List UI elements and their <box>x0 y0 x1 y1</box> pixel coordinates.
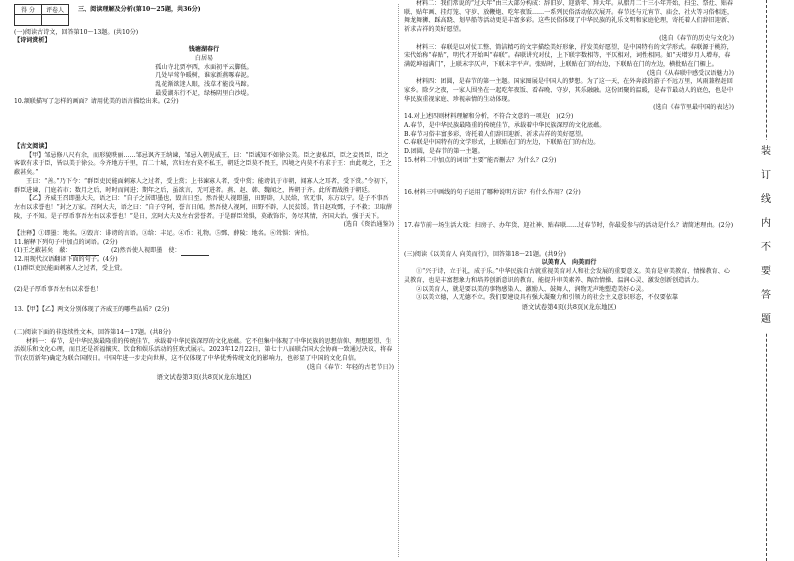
poem-line: 孤山寺北贾亭西，水面初平云脚低。 <box>155 63 253 71</box>
answer-space-10[interactable] <box>14 107 394 143</box>
answer-space-12a[interactable] <box>14 274 394 286</box>
page-footer-right: 语文试卷第4页(共8页)(龙东地区) <box>521 302 617 311</box>
material-3: 材料三：春联是以对仗工整、简洁精巧的文字描绘美好形象，抒发美好愿望，是中国特有的文学形式。春联源于桃符，宋代始称“春贴”，明代才开始叫“春联”。春联讲究对仗，上下联字数相等，平仄相对，词性相同。如“天增岁月人增寿，春满乾坤福满门”，上联末字仄声，下联末字平声。张贴时，上联贴在门的右边，下联贴在门的左边，横批贴在门楣上。 <box>404 43 733 68</box>
material-2-source: (选自《春节的历史与文化》) <box>659 34 734 42</box>
question-12: 12.用现代汉语翻译下面的句子。(4分) <box>14 256 118 264</box>
question-12-b: (2)是子厚币事吾左右以求誉也！ <box>14 285 102 293</box>
answer-space-13[interactable] <box>14 315 394 329</box>
answer-space-16[interactable] <box>404 198 734 222</box>
passage-jia: 【甲】邹忌修八尺有余，而形貌昳丽……邹忌讽齐王纳谏，邹忌入朝见威王，曰：“臣诚知不如徐公美。臣之妻私臣，臣之妾畏臣，臣之客欲有求于臣，皆以美于徐公。今齐地方千里，百二十城，宫妇左右莫不私王，朝廷之臣莫不畏王，四境之内莫不有求于王：由此观之，王之蔽甚矣。” <box>14 151 392 177</box>
question-10: 10.颔联描写了怎样的画面？请用优美的语言描绘出来。(2分) <box>14 98 179 106</box>
poetry-heading: 【诗词赏析】 <box>14 37 51 45</box>
essay-title: 以美育人 向美而行 <box>541 259 597 267</box>
poem-line: 最爱湖东行不足，绿杨阴里白沙堤。 <box>155 89 253 97</box>
part2-title: (二)阅读下面的非连续性文本，回答第14～17题。(共8分) <box>14 328 171 336</box>
binding-char: 订 <box>761 170 771 181</box>
answer-space-15[interactable] <box>404 165 734 189</box>
left-column <box>14 0 394 381</box>
passage-jia-2: 王曰：“善。”乃下令：“群臣吏民能面刺寡人之过者，受上赏；上书谏寡人者，受中赏；能谤讥于市朝，闻寡人之耳者，受下赏。”令初下，群臣进谏，门庭若市；数月之后，时时而间进；期年之后，虽欲言，无可进者。燕、赵、韩、魏闻之，皆朝于齐。此所谓战胜于朝廷。 <box>14 177 392 194</box>
page-footer-left: 语文试卷第3页(共8页)(龙东地区) <box>156 372 252 381</box>
question-11: 11.解释下列句子中加点的词语。(2分) <box>14 238 118 246</box>
question-14-option-b: B.春节习俗丰富多彩，寄托着人们辞旧迎新、祈求吉祥的美好愿望。 <box>404 130 588 138</box>
question-17: 17.春节前一场生活大戏：扫房子、办年货、迎社神、贴春联……过春节时，你最爱参与的活动是什么？请简述理由。(2分) <box>404 222 734 230</box>
column-divider <box>398 4 399 557</box>
question-11-b: (2)然吾使人视即墨 使： <box>111 247 181 255</box>
section-title: 三、阅读理解及分析(第10～25题，共36分) <box>78 6 201 13</box>
grader-header: 评卷人 <box>42 5 69 15</box>
right-column <box>404 0 734 312</box>
classical-heading: 【古文阅读】 <box>14 143 51 151</box>
material-2: 材料二：我们常说的“过大年”由三大部分构成：辞旧岁、迎新年、拜大年。从腊月二十三小年开始，扫尘、祭灶、贴春联、贴年画、挂灯笼、守岁、放鞭炮、吃年夜饭……一系列民俗活动依次展开。春节还与元宵节、庙会、社火等习俗相连，舞龙舞狮、踩高跷、划旱船等活动更是丰富多彩。这些民俗体现了中华民族的礼乐文明和家庭伦理，寄托着人们辞旧迎新、祈求吉祥的美好愿望。 <box>404 0 734 34</box>
poem-line: 乱花渐欲迷人眼，浅草才能没马蹄。 <box>155 80 253 88</box>
passage-yi: 【乙】齐威王召即墨大夫，语之曰：“自子之居即墨也，毁言日至。然吾使人视即墨，田野辟，人民给，官无事，东方以宁。是子不事吾左右以求誉也！”封之万家。召阿大夫，语之曰：“自子守阿，誉言日闻。然吾使人视阿，田野不辟，人民贫馁。昔日赵攻鄄，子不救；卫取薛陵，子不知。是子厚币事吾左右以求誉也！”是日，烹阿大夫及左右尝誉者。于是群臣耸惧，莫敢饰诈，务尽其情，齐国大治，强于天下。 <box>14 195 392 220</box>
question-14-option-a: A.春节，是中华民族最隆重的传统佳节，承载着中华民族深厚的文化底蕴。 <box>404 121 606 129</box>
binding-char: 内 <box>761 218 771 229</box>
question-11-a: (1)王之蔽甚矣 蔽： <box>14 247 72 255</box>
binding-char: 不 <box>761 242 771 253</box>
question-14: 14.对上述四则材料理解和分析，不符合文意的一项是( )(2分) <box>404 113 574 121</box>
annotation-note: 【注释】①即墨：地名。②毁言：诽谤的言语。③给：丰足。④币：礼物。⑤鄄、薛陵：地名。⑥耸惧：害怕。 <box>14 230 313 238</box>
question-13: 13.【甲】【乙】两文分别体现了齐威王的哪些品质？(2分) <box>14 306 170 314</box>
poem-author: 白居易 <box>194 54 214 62</box>
question-11-items <box>14 247 394 256</box>
material-4-source: (选自《春节里最中国的表达》) <box>653 104 734 112</box>
material-4: 材料四：团圆，是春节的第一主题。国家图展是中国人的梦想。为了这一天，在外奔波的游子不远万里，风雨兼程赶回家乡。除夕之夜，一家人围坐在一起吃年夜饭、看春晚、守岁，其乐融融。这份团聚的温暖，是春节最动人的底色，也是中华民族重视家庭、珍视亲情的生动体现。 <box>404 78 734 103</box>
answer-space-12b[interactable] <box>14 294 394 306</box>
poem-line: 几处早莺争暖树，谁家新燕啄春泥。 <box>155 72 253 80</box>
passage-source: (选自《资治通鉴》) <box>343 221 394 229</box>
material-3-source: (选自《从春联中感受汉语魅力》) <box>646 69 734 77</box>
material-1-source: (选自《春节：年轻的古老节日》) <box>306 363 394 371</box>
binding-char: 答 <box>761 290 771 301</box>
question-15: 15.材料二中加点的词语“主要”能否删去？为什么？(2分) <box>404 156 557 164</box>
score-header: 得 分 <box>15 5 42 15</box>
binding-char: 要 <box>761 266 771 277</box>
part3-title: (三)阅读《以美育人 向美而行》，回答第18～21题。(共9分) <box>404 250 566 258</box>
essay-paragraph-3: ③以美立德，人无德不立。我们要建设具有强大凝聚力和引领力的社会主义意识形态，不仅要依靠 <box>416 294 679 302</box>
binding-margin <box>748 0 784 561</box>
essay-paragraph-1: ①“兴于诗，立于礼，成于乐。”中华民族自古就重视美育对人和社会发展的重要意义。美育是审美教育、情操教育、心灵教育，也是丰富想象力和培养创新意识的教育，能提升审美素养、陶冶情操、温润心灵、激发创新创造活力。 <box>404 268 730 284</box>
answer-space-17[interactable] <box>404 231 734 251</box>
material-1: 材料一：春节，是中华民族最隆重的传统佳节，承载着中华民族深厚的文化底蕴。它不但集中体现了中华民族的思想信仰、理想愿望、生活娱乐和文化心理，而且还是祈福攘灾、饮食和娱乐活动的狂欢式展示。2023年12月22日，第七十八届联合国大会协商一致通过决议，将春节(农历新年)确定为联合国假日。中国年进一步走向世界，这不仅体现了中华优秀传统文化的影响力，也彰显了中国的文化自信。 <box>14 337 393 363</box>
binding-warning <box>756 140 776 332</box>
part1-title: (一)阅读古诗文，回答第10～13题。(共10分) <box>14 28 139 36</box>
binding-char: 线 <box>761 194 771 205</box>
question-16: 16.材料三中画线的句子运用了哪种说明方法？有什么作用？(2分) <box>404 189 581 197</box>
question-14-option-c: C.春联是中国特有的文学形式，上联贴在门的左边，下联贴在门的右边。 <box>404 139 600 147</box>
binding-char: 题 <box>761 314 771 325</box>
answer-blank[interactable] <box>181 249 209 256</box>
question-12-a: (1)群臣吏民能面刺寡人之过者，受上赏。 <box>14 264 127 272</box>
essay-paragraph-2: ②以美育人，就是要以美的事物感染人、激励人、鼓舞人，润物无声地塑造美好心灵。 <box>416 285 648 293</box>
poem-title: 钱塘湖春行 <box>188 46 220 54</box>
binding-char: 装 <box>761 146 771 157</box>
question-14-option-d: D.团圆，是春节的第一主题。 <box>404 147 484 155</box>
